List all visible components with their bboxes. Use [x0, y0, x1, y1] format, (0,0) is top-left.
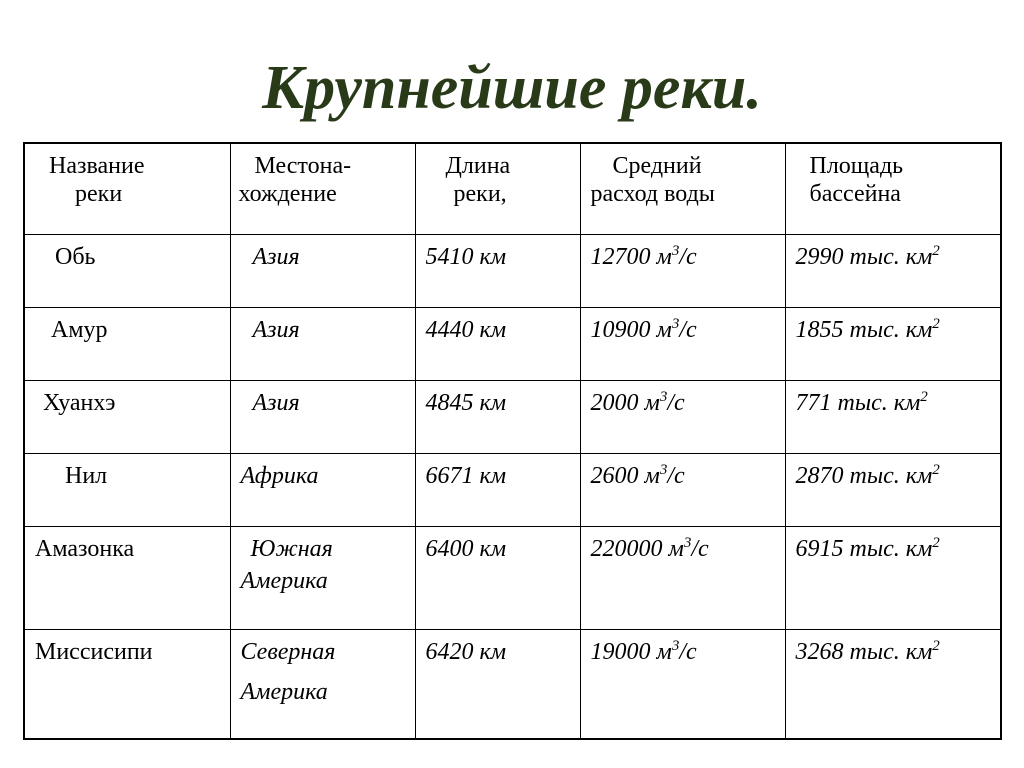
header-flow: [580, 143, 785, 235]
header-area-line1: Площадь: [809, 153, 904, 179]
header-name-line1: Название: [49, 153, 145, 179]
slide-title: Крупнейшие реки.: [262, 54, 762, 122]
table-header-row: [24, 143, 1001, 235]
river-length: 4845 км: [415, 381, 580, 454]
river-location-line2: Америка: [240, 568, 328, 594]
river-flow: 12700 $м^3/с$: [580, 235, 785, 308]
river-location-line1: Северная: [240, 639, 336, 665]
rivers-table: [23, 142, 1002, 740]
river-location: [230, 527, 415, 630]
river-location: Африка: [230, 454, 415, 527]
river-location: [230, 630, 415, 740]
header-area: [785, 143, 1001, 235]
table-row: [24, 630, 1001, 740]
river-name: Обь: [24, 235, 230, 308]
river-name: Амур: [24, 308, 230, 381]
river-name: Миссисипи: [24, 630, 230, 740]
header-length-line1: Длина: [445, 153, 511, 179]
river-length: 6400 км: [415, 527, 580, 630]
header-name: [24, 143, 230, 235]
river-area: 2870 тыс. $км^2$: [785, 454, 1001, 527]
river-area: 3268 тыс. $км^2$: [785, 630, 1001, 740]
header-flow-line2: расход воды: [590, 181, 715, 207]
header-flow-line1: Средний: [612, 153, 702, 179]
header-location-line1: Местона-: [254, 153, 352, 179]
river-flow: 19000 $м^3/с$: [580, 630, 785, 740]
header-name-line2: реки: [75, 181, 123, 207]
table-row: [24, 454, 1001, 527]
header-location-line2: хождение: [238, 181, 337, 207]
table-row: [24, 527, 1001, 630]
river-area: 6915 тыс. $км^2$: [785, 527, 1001, 630]
table-row: [24, 308, 1001, 381]
river-flow: 10900 $м^3/с$: [580, 308, 785, 381]
river-location: Азия: [230, 235, 415, 308]
header-length: [415, 143, 580, 235]
river-location: Азия: [230, 308, 415, 381]
river-name: Нил: [24, 454, 230, 527]
river-location-line2: Америка: [240, 679, 328, 705]
river-length: 6420 км: [415, 630, 580, 740]
header-location: [230, 143, 415, 235]
header-length-line2: реки,: [453, 181, 507, 207]
river-length: 6671 км: [415, 454, 580, 527]
river-location: Азия: [230, 381, 415, 454]
river-name: Амазонка: [24, 527, 230, 630]
header-area-line2: бассейна: [809, 181, 901, 207]
river-length: 5410 км: [415, 235, 580, 308]
river-flow: 220000 $м^3/с$: [580, 527, 785, 630]
river-flow: 2600 $м^3/с$: [580, 454, 785, 527]
river-name: Хуанхэ: [24, 381, 230, 454]
river-length: 4440 км: [415, 308, 580, 381]
river-area: 2990 тыс. $км^2$: [785, 235, 1001, 308]
river-area: 771 тыс. $км^2$: [785, 381, 1001, 454]
table-row: [24, 381, 1001, 454]
river-flow: 2000 $м^3/с$: [580, 381, 785, 454]
river-area: 1855 тыс. $км^2$: [785, 308, 1001, 381]
table-row: [24, 235, 1001, 308]
river-location-line1: Южная: [250, 536, 333, 562]
